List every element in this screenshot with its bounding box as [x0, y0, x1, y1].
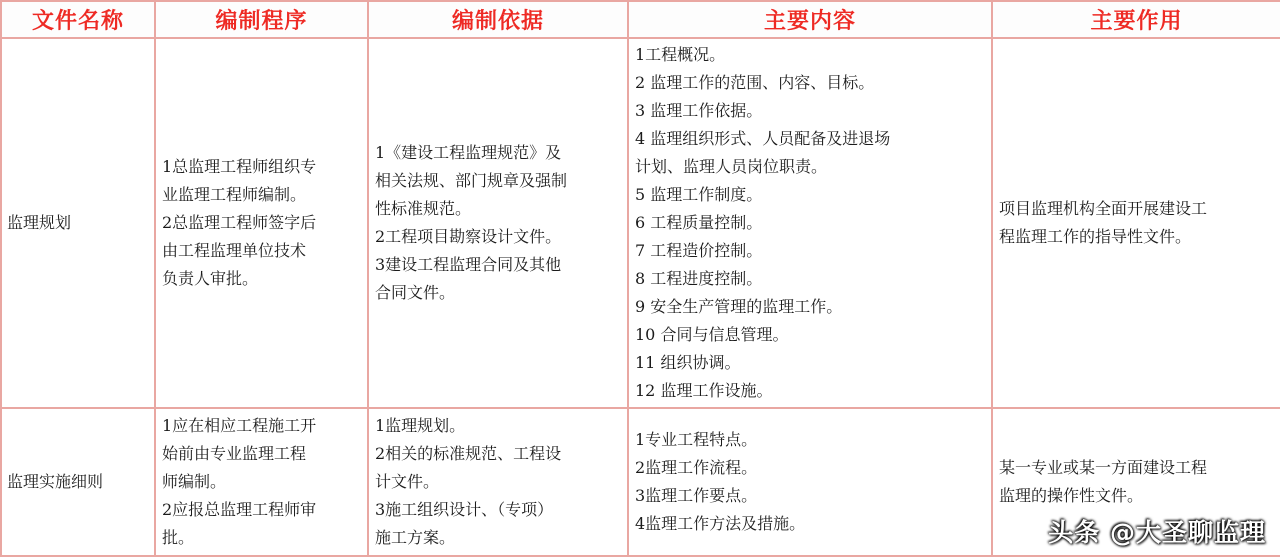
- cell-line: 3建设工程监理合同及其他: [375, 255, 562, 274]
- cell-line: 1总监理工程师组织专: [162, 157, 317, 176]
- cell-line: 7 工程造价控制。: [635, 241, 763, 260]
- header-main-content: 主要内容: [628, 1, 992, 38]
- cell-line: 9 安全生产管理的监理工作。: [635, 297, 843, 316]
- role-lines: [999, 454, 1274, 510]
- row-1-basis: [368, 38, 628, 408]
- header-procedure: 编制程序: [155, 1, 368, 38]
- cell-line: 3监理工作要点。: [635, 486, 758, 505]
- cell-line: 2应报总监理工程师审: [162, 500, 317, 519]
- cell-line: 11 组织协调。: [635, 353, 741, 372]
- cell-line: 2相关的标准规范、工程设: [375, 444, 562, 463]
- cell-line: 某一专业或某一方面建设工程: [999, 458, 1208, 477]
- row-2-basis: [368, 408, 628, 556]
- cell-line: 师编制。: [162, 472, 227, 491]
- row-1-content: [628, 38, 992, 408]
- procedure-lines: [162, 412, 361, 552]
- cell-line: 相关法规、部门规章及强制: [375, 171, 568, 190]
- row-2-content: [628, 408, 992, 556]
- header-main-role: 主要作用: [992, 1, 1280, 38]
- header-row: [1, 1, 1280, 38]
- cell-line: 1应在相应工程施工开: [162, 416, 317, 435]
- cell-line: 负责人审批。: [162, 269, 259, 288]
- cell-line: 2 监理工作的范围、内容、目标。: [635, 73, 875, 92]
- cell-line: 4 监理组织形式、人员配备及进退场: [635, 129, 891, 148]
- cell-line: 计文件。: [375, 472, 440, 491]
- cell-line: 3施工组织设计、（专项）: [375, 500, 554, 519]
- row-1-role: [992, 38, 1280, 408]
- cell-line: 1工程概况。: [635, 45, 726, 64]
- cell-line: 1监理规划。: [375, 416, 466, 435]
- cell-line: 1《建设工程监理规范》及: [375, 143, 562, 162]
- cell-line: 合同文件。: [375, 283, 456, 302]
- cell-line: 12 监理工作设施。: [635, 381, 773, 400]
- cell-line: 2工程项目勘察设计文件。: [375, 227, 562, 246]
- cell-line: 计划、监理人员岗位职责。: [635, 157, 828, 176]
- cell-line: 2监理工作流程。: [635, 458, 758, 477]
- cell-line: 性标准规范。: [375, 199, 472, 218]
- cell-line: 监理的操作性文件。: [999, 486, 1144, 505]
- role-lines: [999, 195, 1274, 251]
- row-2-file-name: 监理实施细则: [1, 408, 155, 556]
- cell-line: 3 监理工作依据。: [635, 101, 763, 120]
- cell-line: 1专业工程特点。: [635, 430, 758, 449]
- cell-line: 8 工程进度控制。: [635, 269, 763, 288]
- basis-lines: [375, 139, 621, 307]
- cell-line: 4监理工作方法及措施。: [635, 514, 806, 533]
- cell-line: 由工程监理单位技术: [162, 241, 307, 260]
- content-lines: [635, 41, 985, 405]
- row-1-file-name: 监理规划: [1, 38, 155, 408]
- watermark: 头条 @大圣聊监理: [1048, 518, 1266, 547]
- cell-line: 6 工程质量控制。: [635, 213, 763, 232]
- header-file-name: 文件名称: [1, 1, 155, 38]
- cell-line: 始前由专业监理工程: [162, 444, 307, 463]
- cell-line: 项目监理机构全面开展建设工: [999, 199, 1208, 218]
- cell-line: 5 监理工作制度。: [635, 185, 763, 204]
- content-lines: [635, 426, 985, 538]
- cell-line: 业监理工程师编制。: [162, 185, 307, 204]
- row-1-procedure: [155, 38, 368, 408]
- row-2-procedure: [155, 408, 368, 556]
- procedure-lines: [162, 153, 361, 293]
- cell-line: 施工方案。: [375, 528, 456, 547]
- cell-line: 批。: [162, 528, 195, 547]
- cell-line: 2总监理工程师签字后: [162, 213, 317, 232]
- cell-line: 10 合同与信息管理。: [635, 325, 789, 344]
- table-row: [1, 38, 1280, 408]
- header-basis: 编制依据: [368, 1, 628, 38]
- cell-line: 程监理工作的指导性文件。: [999, 227, 1192, 246]
- basis-lines: [375, 412, 621, 552]
